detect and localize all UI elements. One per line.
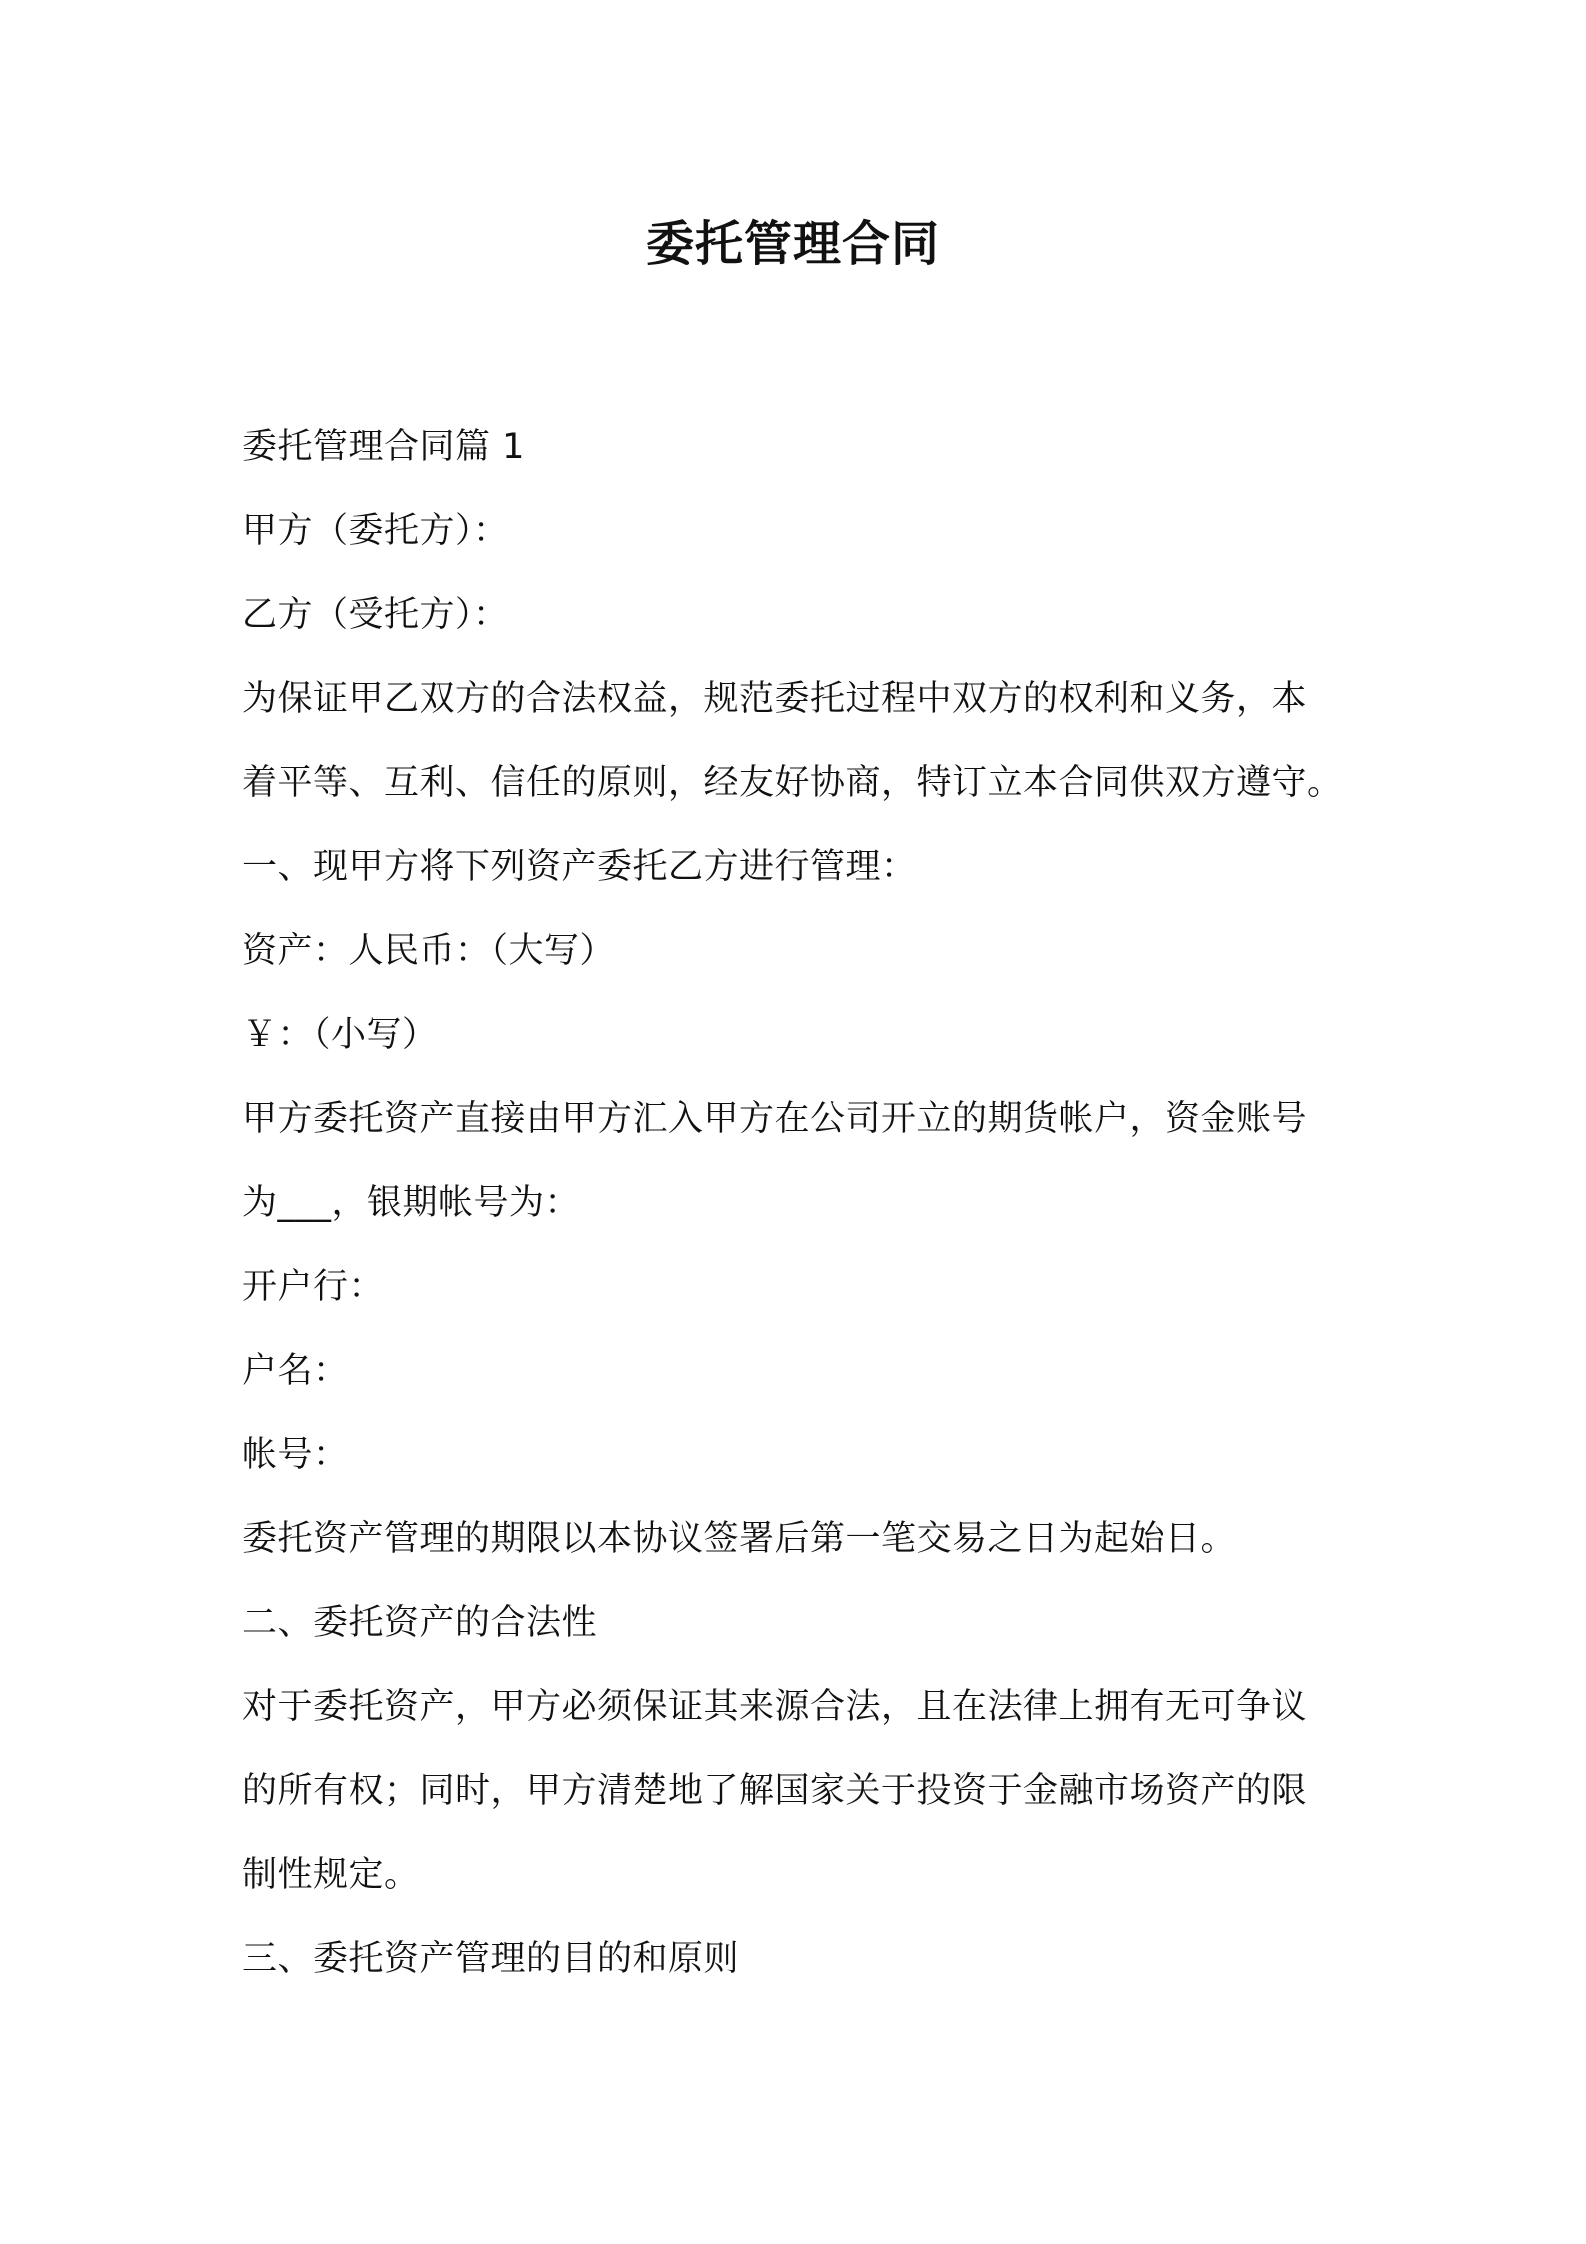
document-title: 委托管理合同: [645, 216, 940, 272]
term-line: 委托资产管理的期限以本协议签署后第一笔交易之日为起始日。: [242, 1519, 1237, 1559]
party-a-line: 甲方（委托方）：: [242, 511, 509, 551]
clause-1-heading: 一、现甲方将下列资产委托乙方进行管理：: [242, 847, 917, 887]
section-heading-part-1: 委托管理合同篇 1: [242, 427, 525, 467]
bank-line: 开户行：: [242, 1267, 385, 1307]
account-number-line: 帐号：: [242, 1435, 349, 1475]
clause-2-heading: 二、委托资产的合法性: [242, 1603, 598, 1643]
asset-rmb-upper: 资产：人民币：（大写）: [242, 931, 616, 971]
party-b-line: 乙方（受托方）：: [242, 595, 509, 635]
account-name-line: 户名：: [242, 1351, 349, 1391]
document-body: [242, 405, 1357, 2001]
legality-line-2: 的所有权；同时，甲方清楚地了解国家关于投资于金融市场资产的限: [242, 1771, 1308, 1811]
legality-line-3: 制性规定。: [242, 1855, 420, 1895]
preamble-line-2: 着平等、互利、信任的原则，经友好协商，特订立本合同供双方遵守。: [242, 763, 1343, 803]
preamble-line-1: 为保证甲乙双方的合法权益，规范委托过程中双方的权利和义务，本: [242, 679, 1308, 719]
legality-line-1: 对于委托资产，甲方必须保证其来源合法，且在法律上拥有无可争议: [242, 1687, 1308, 1727]
account-text-line-2: 为___，银期帐号为：: [242, 1183, 581, 1223]
clause-3-heading: 三、委托资产管理的目的和原则: [242, 1939, 740, 1979]
asset-rmb-lower: ￥：（小写）: [242, 1015, 438, 1055]
account-text-line-1: 甲方委托资产直接由甲方汇入甲方在公司开立的期货帐户，资金账号: [242, 1099, 1308, 1139]
